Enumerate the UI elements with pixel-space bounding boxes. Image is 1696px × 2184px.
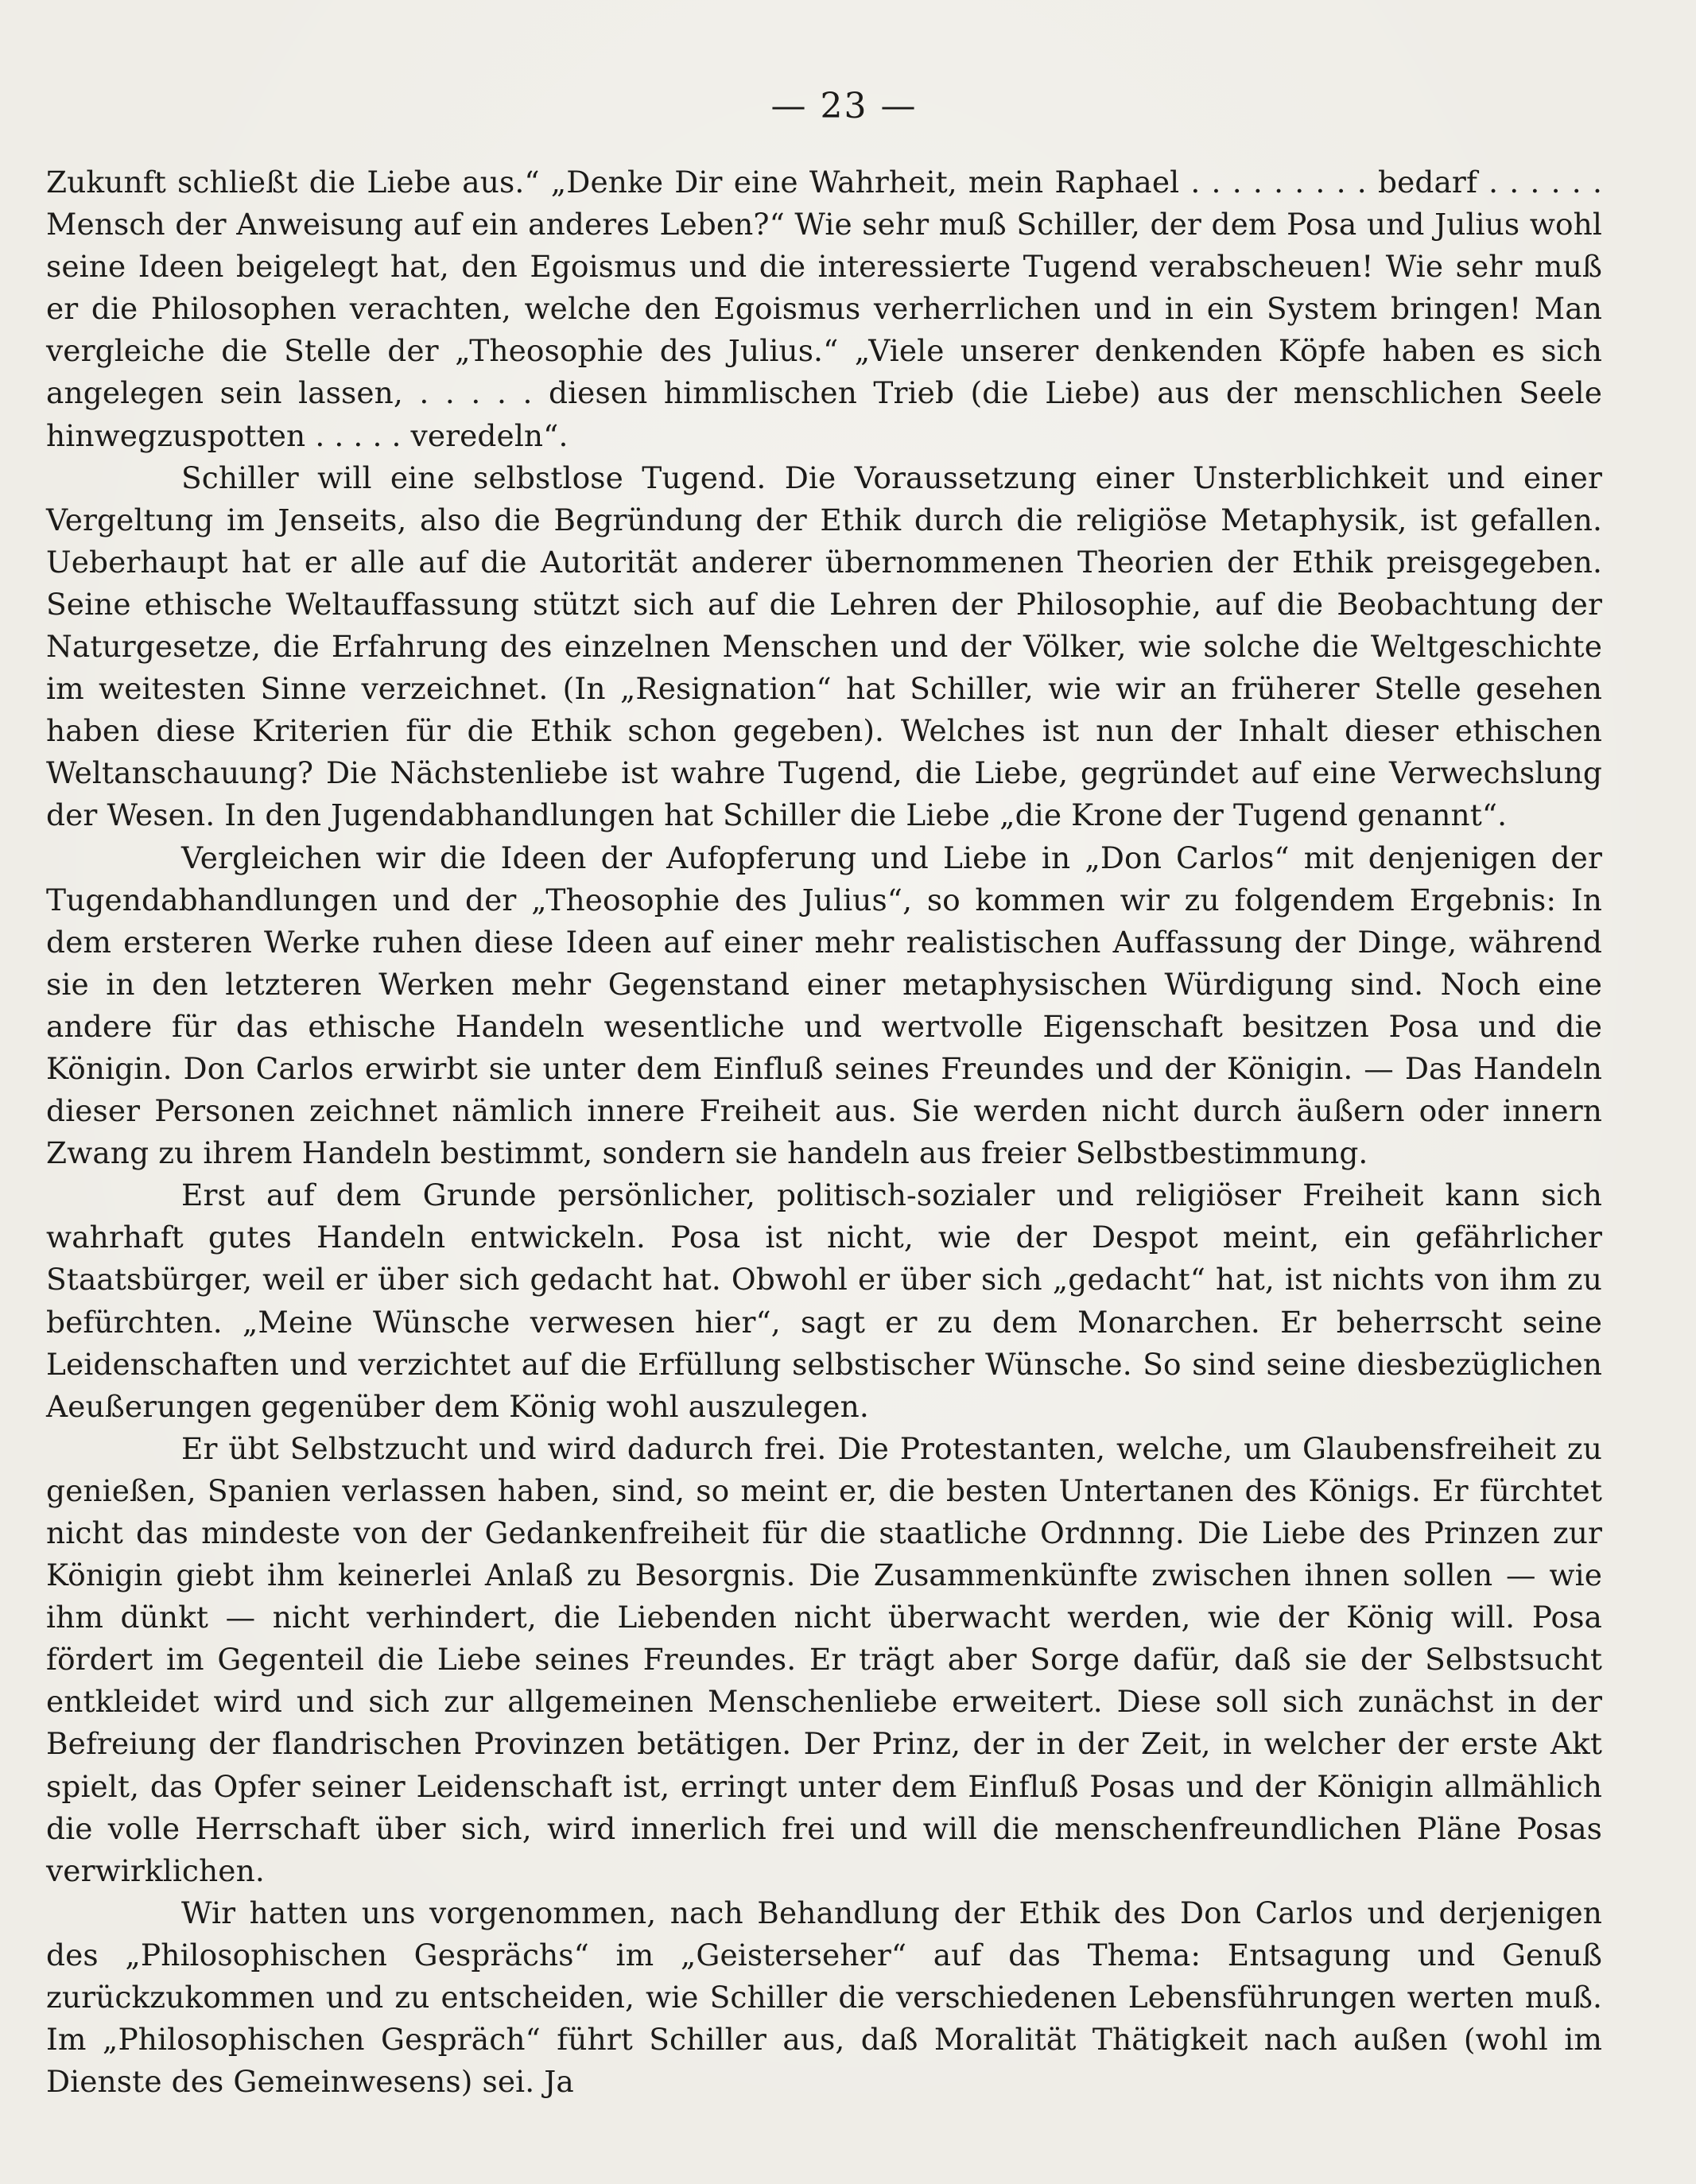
body-text	[46, 161, 1602, 2103]
paragraph-4: Erst auf dem Grunde persönlicher, politisch-sozialer und religiöser Freiheit kann sich wahrhaft gutes Handeln entwickeln. Posa ist nicht, wie der Despot meint, ein gefährlicher Staatsbürger, weil er über sich gedacht hat. Obwohl er über sich „gedacht“ hat, ist nichts von ihm zu befürchten. „Meine Wünsche verwesen hier“, sagt er zu dem Monarchen. Er beherrscht seine Leidenschaften und verzichtet auf die Erfüllung selbstischer Wünsche. So sind seine diesbezüglichen Aeußerungen gegenüber dem König wohl auszulegen.	[46, 1177, 1602, 1424]
paragraph-2: Schiller will eine selbstlose Tugend. Die Voraussetzung einer Unsterblichkeit und einer Vergeltung im Jenseits, also die Begründung der Ethik durch die religiöse Metaphysik, ist gefallen. Ueberhaupt hat er alle auf die Autorität anderer übernommenen Theorien der Ethik preisgegeben. Seine ethische Weltauffassung stützt sich auf die Lehren der Philosophie, auf die Beobachtung der Naturgesetze, die Erfahrung des einzelnen Menschen und der Völker, wie solche die Weltgeschichte im weitesten Sinne verzeichnet. (In „Resignation“ hat Schiller, wie wir an früherer Stelle gesehen haben diese Kriterien für die Ethik schon gegeben). Welches ist nun der Inhalt dieser ethischen Weltanschauung? Die Nächstenliebe ist wahre Tugend, die Liebe, gegründet auf eine Verwechslung der Wesen. In den Jugendabhandlungen hat Schiller die Liebe „die Krone der Tugend genannt“.	[46, 460, 1602, 833]
paragraph-6: Wir hatten uns vorgenommen, nach Behandlung der Ethik des Don Carlos und derjenigen des „Philosophischen Gesprächs“ im „Geisterseher“ auf das Thema: Entsagung und Genuß zurückzukommen und zu entscheiden, wie Schiller die verschiedenen Lebensführungen werten muß. Im „Philosophischen Gespräch“ führt Schiller aus, daß Moralität Thätigkeit nach außen (wohl im Dienste des Gemeinwesens) sei. Ja	[46, 1895, 1602, 2100]
paragraph-3: Vergleichen wir die Ideen der Aufopferung und Liebe in „Don Carlos“ mit denjenigen der Tugendabhandlungen und der „Theosophie des Julius“, so kommen wir zu folgendem Ergebnis: In dem ersteren Werke ruhen diese Ideen auf einer mehr realistischen Auffassung der Dinge, während sie in den letzteren Werken mehr Gegenstand einer metaphysischen Würdigung sind. Noch eine andere für das ethische Handeln wesentliche und wertvolle Eigenschaft besitzen Posa und die Königin. Don Carlos erwirbt sie unter dem Einfluß seines Freundes und der Königin. — Das Handeln dieser Personen zeichnet nämlich innere Freiheit aus. Sie werden nicht durch äußern oder innern Zwang zu ihrem Handeln bestimmt, sondern sie handeln aus freier Selbstbestimmung.	[46, 840, 1602, 1171]
paragraph-1: Zukunft schließt die Liebe aus.“ „Denke Dir eine Wahrheit, mein Raphael . . . . . . . . . bedarf . . . . . . Mensch der Anweisung auf ein anderes Leben?“ Wie sehr muß Schiller, der dem Posa und Julius wohl seine Ideen beigelegt hat, den Egoismus und die interessierte Tugend verabscheuen! Wie sehr muß er die Philosophen verachten, welche den Egoismus verherrlichen und in ein System bringen! Man vergleiche die Stelle der „Theosophie des Julius.“ „Viele unserer denkenden Köpfe haben es sich angelegen sein lassen, . . . . . diesen himmlischen Trieb (die Liebe) aus der menschlichen Seele hinwegzuspotten . . . . . veredeln“.	[46, 165, 1602, 453]
paragraph-5: Er übt Selbstzucht und wird dadurch frei. Die Protestanten, welche, um Glaubensfreiheit zu genießen, Spanien verlassen haben, sind, so meint er, die besten Untertanen des Königs. Er fürchtet nicht das mindeste von der Gedankenfreiheit für die staatliche Ordnnng. Die Liebe des Prinzen zur Königin giebt ihm keinerlei Anlaß zu Besorgnis. Die Zusammenkünfte zwischen ihnen sollen — wie ihm dünkt — nicht verhindert, die Liebenden nicht überwacht werden, wie der König will. Posa fördert im Gegenteil die Liebe seines Freundes. Er trägt aber Sorge dafür, daß sie der Selbstsucht entkleidet wird und sich zur allgemeinen Menschenliebe erweitert. Diese soll sich zunächst in der Befreiung der flandrischen Provinzen betätigen. Der Prinz, der in der Zeit, in welcher der erste Akt spielt, das Opfer seiner Leidenschaft ist, erringt unter dem Einfluß Posas und der Königin allmählich die volle Herrschaft über sich, wird innerlich frei und will die menschenfreundlichen Pläne Posas verwirklichen.	[46, 1430, 1602, 1888]
page-number: — 23 —	[770, 86, 918, 126]
